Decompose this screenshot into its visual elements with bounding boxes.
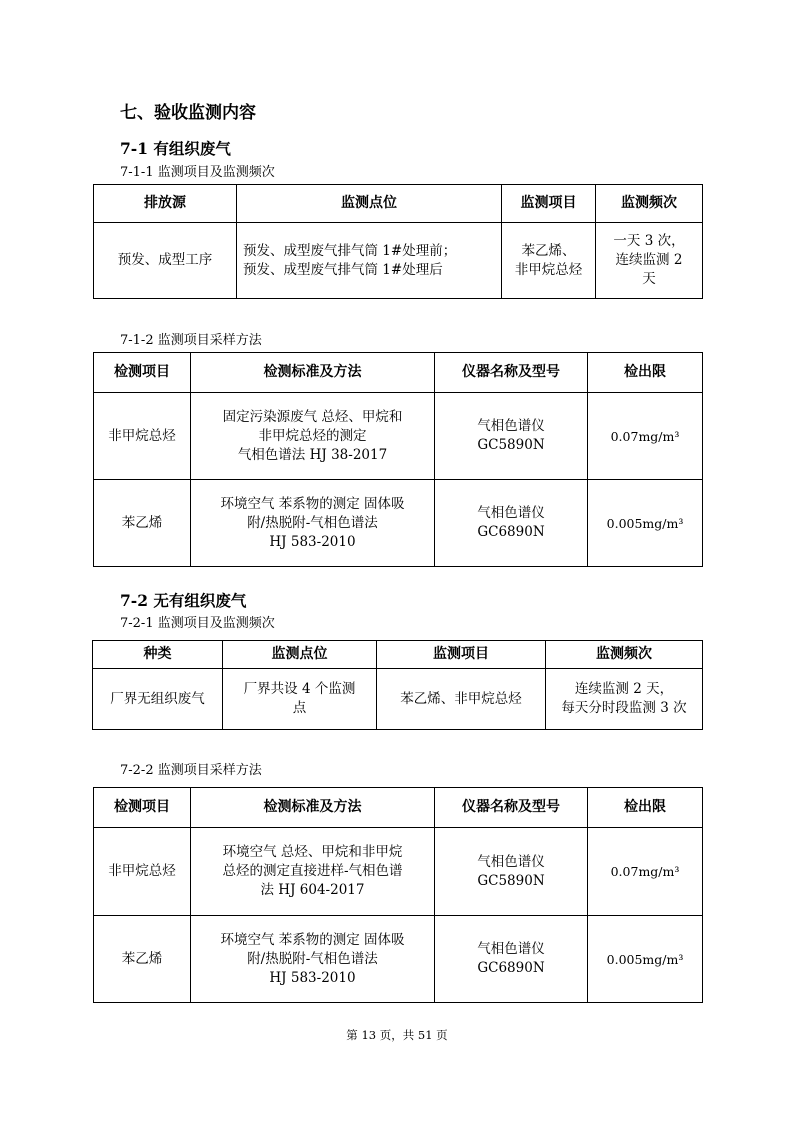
point-line: 预发、成型废气排气筒 1#处理后 [243,261,443,278]
item-line: 苯乙烯、 [521,242,576,259]
source-cell: 预发、成型工序 [94,223,237,299]
header-cell: 监测项目 [377,641,546,669]
kind-cell: 厂界无组织废气 [93,669,223,730]
limit-cell: 0.005mg/m³ [588,480,703,567]
method-line: 环境空气 苯系物的测定 固体吸 [220,495,405,512]
limit-cell: 0.07mg/m³ [588,828,703,916]
header-cell: 检出限 [588,788,703,828]
method-line: HJ 583-2010 [269,533,356,550]
table-row [94,916,703,1003]
point-cell [223,669,377,730]
header-cell: 监测点位 [223,641,377,669]
caption-7-2-1: 7-2-1 监测项目及监测频次 [120,616,275,631]
item-cell: 非甲烷总烃 [94,393,191,480]
header-cell: 监测频次 [546,641,703,669]
freq-cell [596,223,703,299]
freq-line: 连续监测 2 天， [574,681,674,697]
table-7-1-2 [93,352,703,567]
header-cell: 排放源 [94,185,237,223]
method-line: 环境空气 总烃、甲烷和非甲烷 [222,844,403,860]
method-line: HJ 583-2010 [269,969,356,986]
method-line: 法 HJ 604-2017 [260,882,365,898]
method-line: 附/热脱附-气相色谱法 [247,950,378,967]
instrument-cell [435,393,588,480]
method-line: 固定污染源废气 总烃、甲烷和 [222,408,403,425]
header-cell: 监测点位 [237,185,502,223]
point-line: 预发、成型废气排气筒 1#处理前； [243,242,457,259]
header-cell: 检测标准及方法 [191,353,435,393]
method-line: 附/热脱附-气相色谱法 [247,514,378,531]
heading-7-1: 7-1 有组织废气 [120,139,231,158]
instrument-model: GC5890N [477,872,545,889]
method-cell [191,393,435,480]
method-line: 气相色谱法 HJ 38-2017 [237,446,388,463]
section-title: 七、验收监测内容 [120,103,256,123]
method-cell [191,480,435,567]
instrument-name: 气相色谱仪 [477,418,545,434]
item-cell: 苯乙烯 [94,916,191,1003]
item-cell: 非甲烷总烃 [94,828,191,916]
instrument-model: GC6890N [477,524,545,540]
freq-cell [546,669,703,730]
item-cell [502,223,596,299]
table-row [94,828,703,916]
method-cell [191,828,435,916]
instrument-cell [435,828,588,916]
header-cell: 检测项目 [94,788,191,828]
instrument-cell [435,480,588,567]
instrument-model: GC6890N [477,960,545,976]
table-header-row [94,353,703,393]
table-row [94,480,703,567]
instrument-model: GC5890N [477,437,545,453]
heading-7-2: 7-2 无有组织废气 [120,591,247,610]
header-cell: 仪器名称及型号 [435,353,588,393]
point-line: 厂界共设 4 个监测 [243,681,356,697]
caption-7-1-2: 7-1-2 监测项目采样方法 [120,333,262,348]
header-cell: 种类 [93,641,223,669]
freq-line: 连续监测 2 [615,252,683,268]
freq-line: 一天 3 次， [613,233,685,249]
table-row [94,393,703,480]
header-cell: 监测项目 [502,185,596,223]
freq-line: 天 [642,271,656,287]
header-cell: 检出限 [588,353,703,393]
item-cell: 苯乙烯、非甲烷总烃 [377,669,546,730]
item-line: 非甲烷总烃 [514,261,583,278]
table-header-row [93,641,703,669]
table-7-1-1 [93,184,703,299]
point-line: 点 [292,700,307,716]
instrument-cell [435,916,588,1003]
item-cell: 苯乙烯 [94,480,191,567]
instrument-name: 气相色谱仪 [477,853,545,870]
method-line: 总烃的测定直接进样-气相色谱 [222,863,403,879]
page-footer: 第 13 页，共 51 页 [346,1028,448,1042]
caption-7-2-2: 7-2-2 监测项目采样方法 [120,763,262,778]
point-cell [237,223,502,299]
freq-line: 每天分时段监测 3 次 [561,700,687,716]
header-cell: 仪器名称及型号 [435,788,588,828]
caption-7-1-1: 7-1-1 监测项目及监测频次 [120,165,275,180]
header-cell: 检测标准及方法 [191,788,435,828]
table-row [93,669,703,730]
instrument-name: 气相色谱仪 [477,505,545,521]
limit-cell: 0.005mg/m³ [588,916,703,1003]
method-line: 非甲烷总烃的测定 [258,427,367,444]
limit-cell: 0.07mg/m³ [588,393,703,480]
table-7-2-2 [93,787,703,1003]
table-header-row [94,185,703,223]
method-cell [191,916,435,1003]
instrument-name: 气相色谱仪 [477,941,545,957]
table-7-2-1 [92,640,703,730]
method-line: 环境空气 苯系物的测定 固体吸 [220,931,405,948]
header-cell: 检测项目 [94,353,191,393]
header-cell: 监测频次 [596,185,703,223]
table-row [94,223,703,299]
table-header-row [94,788,703,828]
